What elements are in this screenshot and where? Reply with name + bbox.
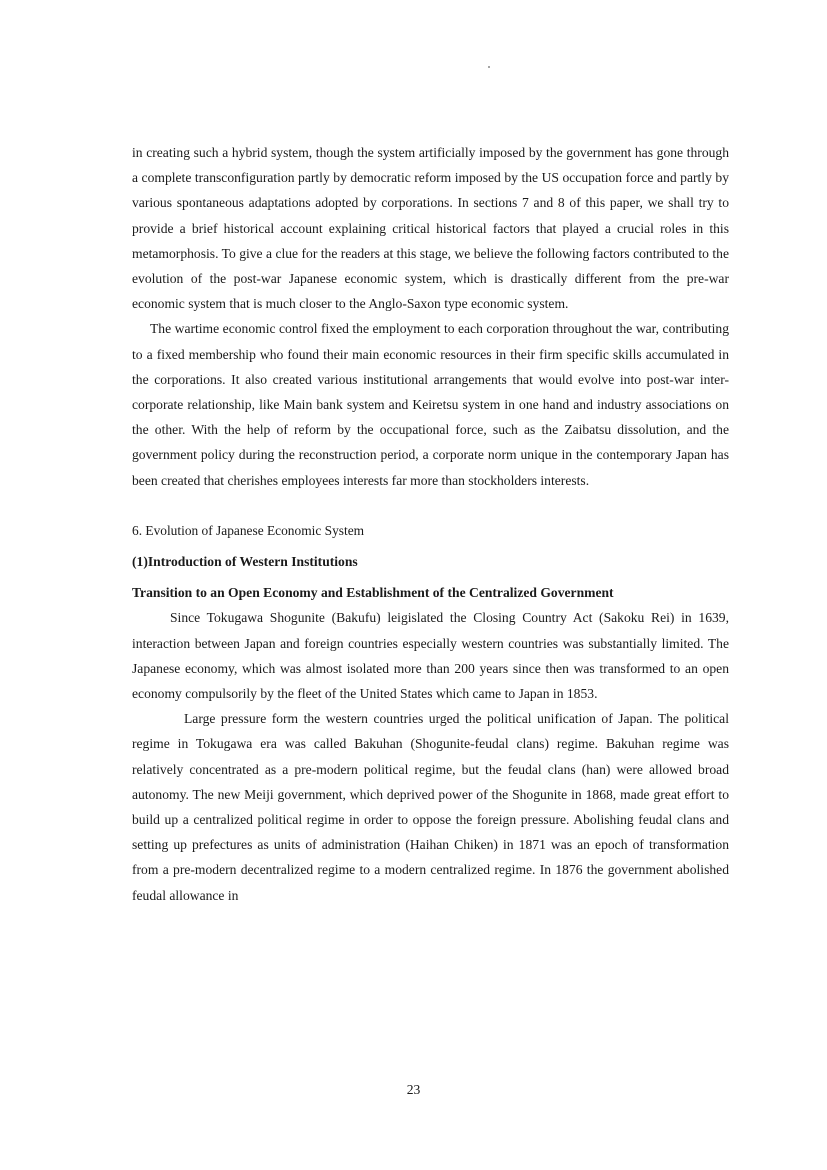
body-paragraph: in creating such a hybrid system, though the system artificially imposed by the government has gone through a complete transconfiguration partly by democratic reform imposed by the US occupation force and partly by various spontaneous adaptations adopted by corporations. In sections 7 and 8 of this paper, we shall try to provide a brief historical account explaining critical historical factors that played a crucial roles in this metamorphosis. To give a clue for the readers at this stage, we believe the following factors contributed to the evolution of the post-war Japanese economic system, which is drastically different from the pre-war economic system that is much closer to the Anglo-Saxon type economic system.	[132, 145, 729, 312]
section-heading: 6. Evolution of Japanese Economic System	[132, 522, 365, 538]
page-number: 23	[406, 1082, 421, 1097]
subsubsection-heading: Transition to an Open Economy and Establishment of the Centralized Government	[132, 585, 614, 601]
body-paragraph: Since Tokugawa Shogunite (Bakufu) leigislated the Closing Country Act (Sakoku Rei) in 1639, interaction between Japan and foreign countries especially western countries was substantially limited. The Japanese economy, which was almost isolated more than 200 years since then was transformed to an open economy compulsorily by the fleet of the United States which came to Japan in 1853.	[132, 610, 729, 702]
subsection-heading: (1)Introduction of Western Institutions	[132, 554, 358, 570]
page-body	[132, 140, 729, 908]
body-paragraph: The wartime economic control fixed the employment to each corporation throughout the war, contributing to a fixed membership who found their main economic resources in their firm specific skills accumulated in the corporations. It also created various institutional arrangements that would evolve into post-war inter-corporate relationship, like Main bank system and Keiretsu system in one hand and industry associations on the other. With the help of reform by the occupational force, such as the Zaibatsu dissolution, and the government policy during the reconstruction period, a corporate norm unique in the contemporary Japan has been created that cherishes employees interests far more than stockholders interests.	[132, 321, 729, 488]
body-paragraph: Large pressure form the western countries urged the political unification of Japan. The political regime in Tokugawa era was called Bakuhan (Shogunite-feudal clans) regime. Bakuhan regime was relatively concentrated as a pre-modern political regime, but the feudal clans (han) were allowed broad autonomy. The new Meiji government, which deprived power of the Shogunite in 1868, made great effort to build up a centralized political regime in order to oppose the foreign pressure. Abolishing feudal clans and setting up prefectures as units of administration (Haihan Chiken) in 1871 was an epoch of transformation from a pre-modern decentralized regime to a modern centralized regime. In 1876 the government abolished feudal allowance in	[132, 711, 729, 903]
scan-speck	[488, 66, 490, 68]
